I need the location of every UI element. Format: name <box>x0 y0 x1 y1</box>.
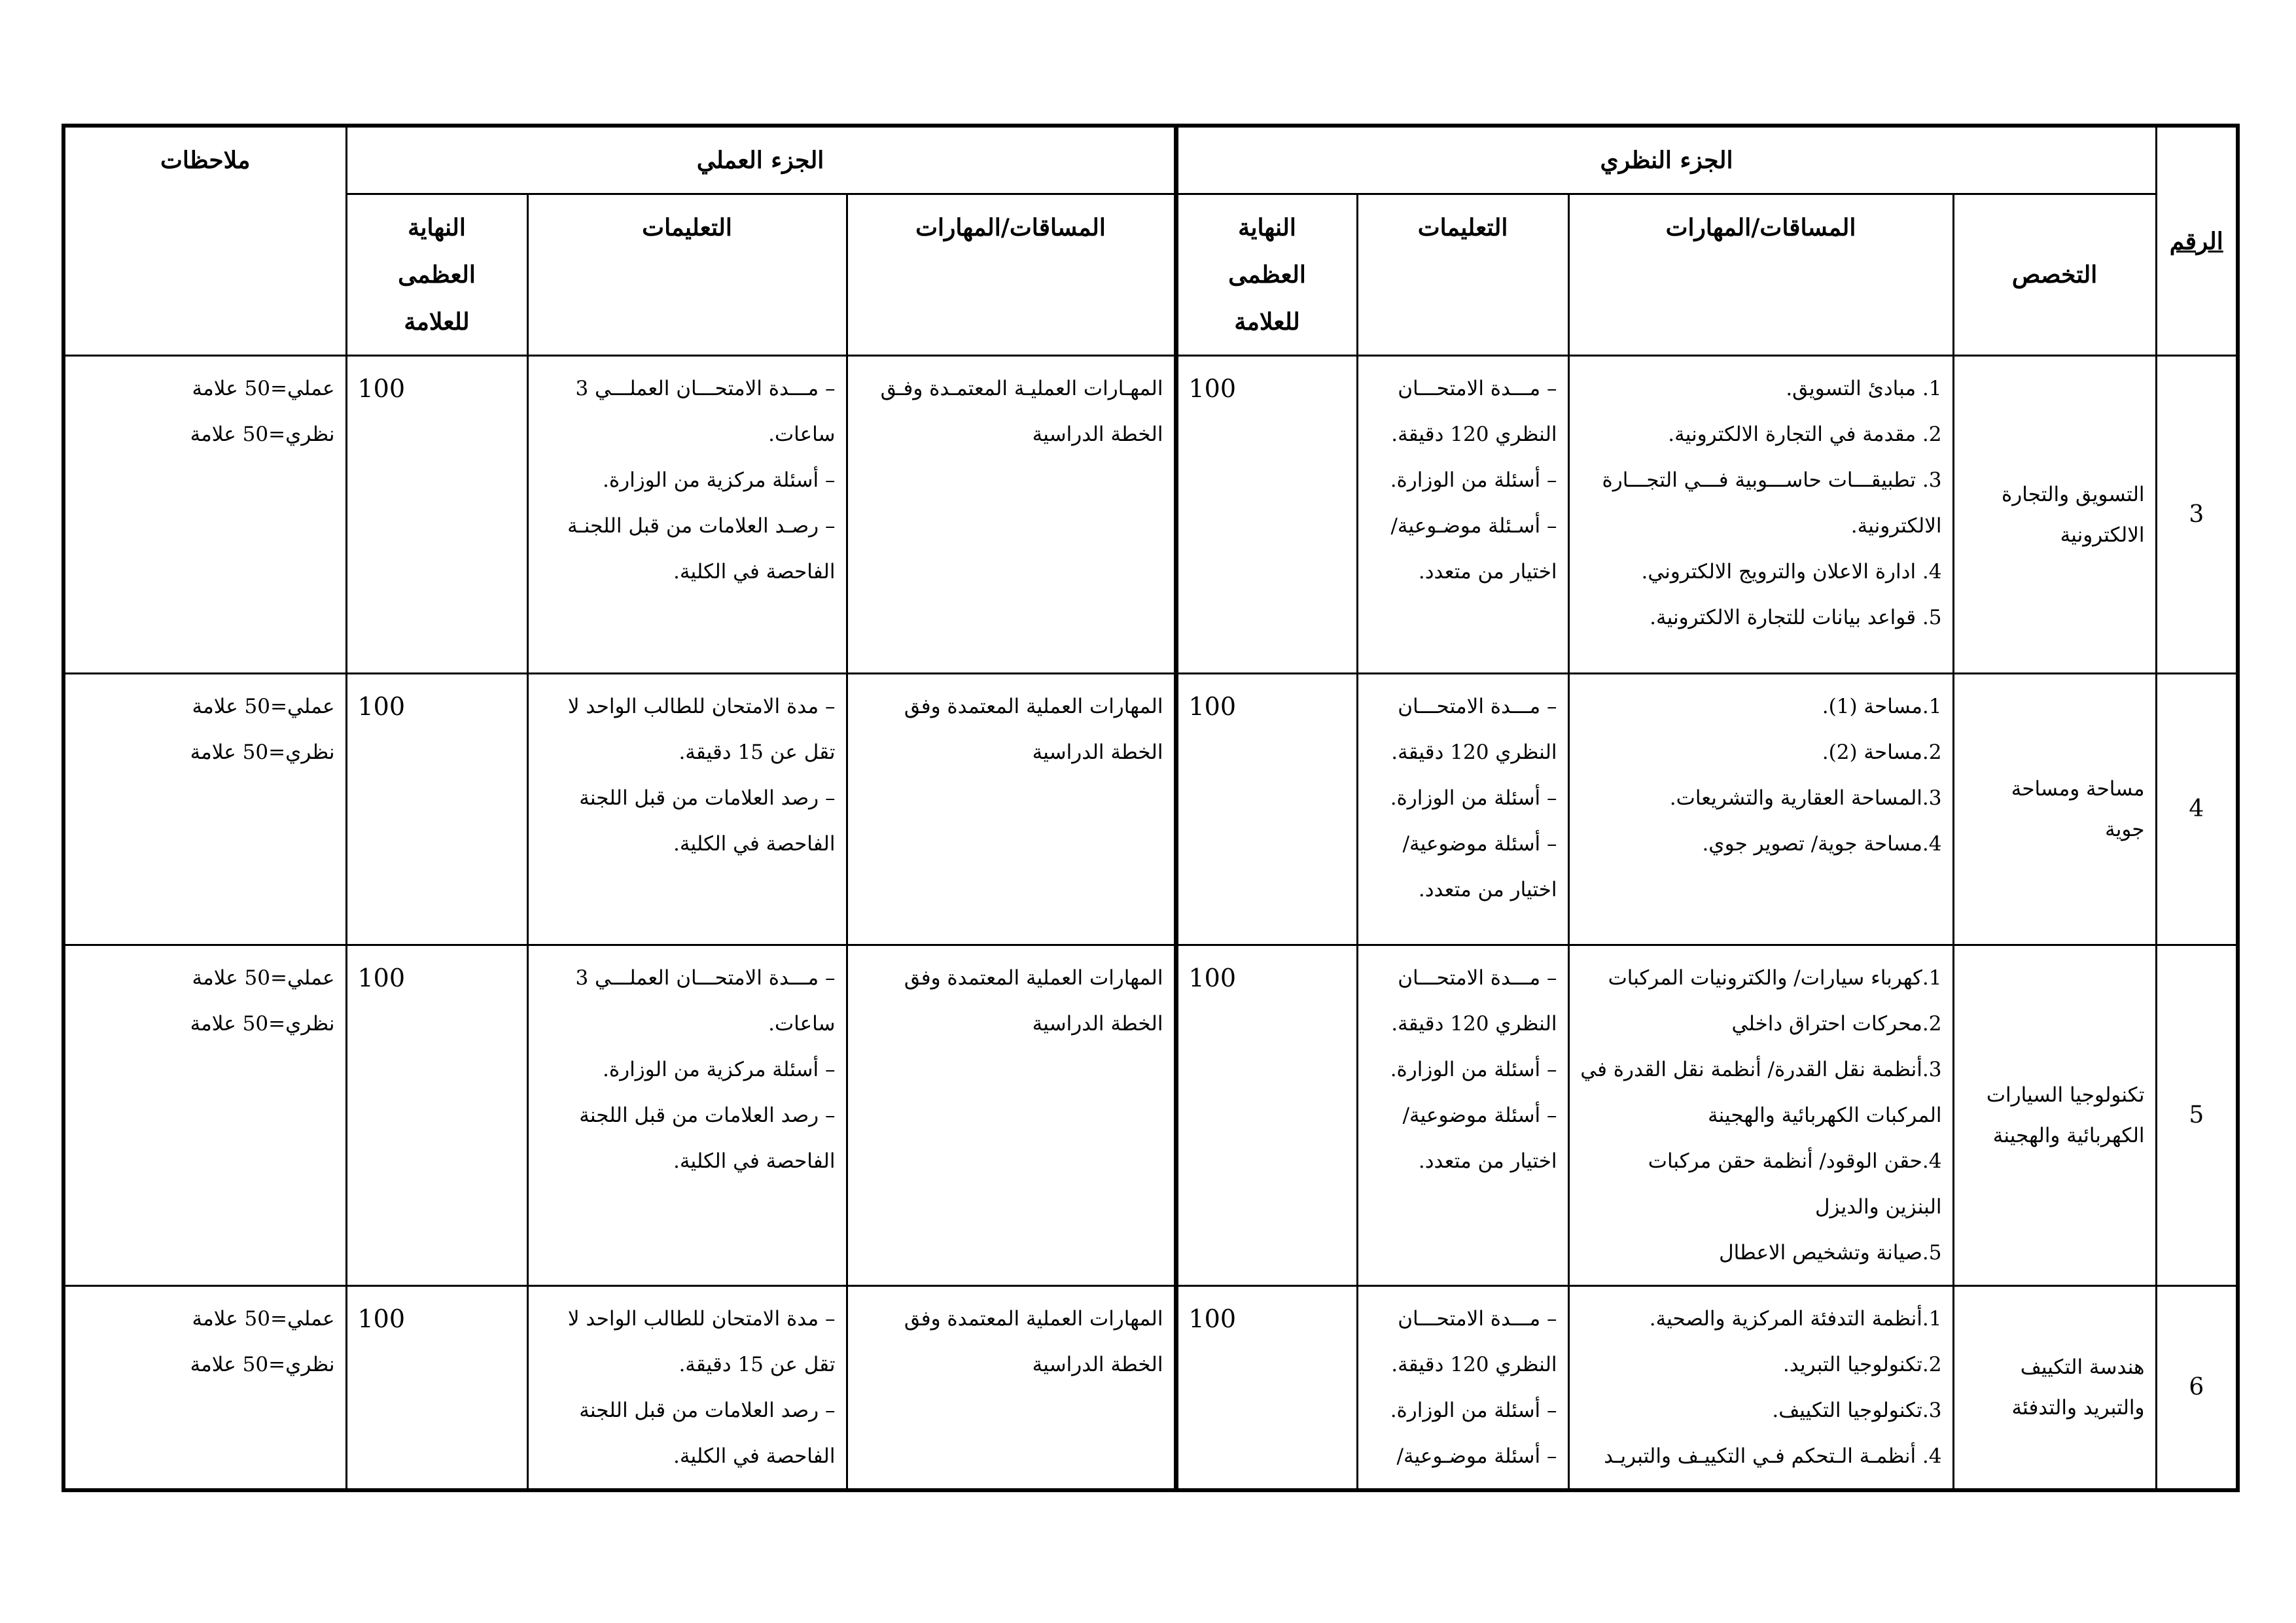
practical-courses-cell-line: الخطة الدراسية <box>1032 1012 1163 1036</box>
theory-instructions-cell-line: النظري 120 دقيقة. <box>1391 1012 1557 1036</box>
table-row <box>63 356 2238 674</box>
header-theory-courses: المساقات/المهارات <box>1568 194 1953 356</box>
practical-instructions-cell-line: الفاحصة في الكلية. <box>673 1149 836 1173</box>
notes-cell-line: نظري=50 علامة <box>190 423 335 446</box>
theory-instructions-cell-line: – أسئلة من الوزارة. <box>1390 1058 1557 1081</box>
theory-courses-cell-line: 3.المساحة العقارية والتشريعات. <box>1669 786 1942 810</box>
exam-plan-table <box>62 124 2240 1492</box>
practical-instructions-cell-line: ساعات. <box>768 423 836 446</box>
header-practical-part: الجزء العملي <box>346 126 1176 194</box>
notes-cell <box>63 356 346 674</box>
theory-instructions-cell-line: – مـــدة الامتحـــان <box>1398 966 1557 990</box>
practical-courses-cell <box>847 1286 1176 1491</box>
specialty-cell-line: تكنولوجيا السيارات <box>1986 1083 2145 1107</box>
theory-courses-cell-line: 1.مساحة (1). <box>1822 695 1942 718</box>
header-specialty: التخصص <box>1953 194 2156 356</box>
practical-instructions-cell-line: – أسئلة مركزية من الوزارة. <box>603 468 836 492</box>
theory-instructions-cell-line: – أسئلة من الوزارة. <box>1390 468 1557 492</box>
theory-max-score: 100 <box>1176 356 1357 674</box>
theory-instructions-cell <box>1357 945 1568 1286</box>
theory-instructions-cell-line: – مـــدة الامتحـــان <box>1398 695 1557 718</box>
theory-courses-cell <box>1568 356 1953 674</box>
specialty-cell-line: هندسة التكييف <box>2020 1355 2145 1379</box>
theory-instructions-cell-line: اختيار من متعدد. <box>1418 878 1557 901</box>
practical-instructions-cell-line: الفاحصة في الكلية. <box>673 832 836 856</box>
practical-courses-cell-line: الخطة الدراسية <box>1032 1353 1163 1376</box>
specialty-cell <box>1953 674 2156 945</box>
practical-instructions-cell-line: – مدة الامتحان للطالب الواحد لا <box>567 1307 836 1331</box>
specialty-cell <box>1953 1286 2156 1491</box>
practical-courses-cell-line: المهارات العملية المعتمدة وفق <box>904 1307 1163 1331</box>
theory-courses-cell-line: 4. أنظمـة الـتحكم فـي التكييـف والتبريـد <box>1604 1444 1942 1468</box>
theory-max-score: 100 <box>1176 945 1357 1286</box>
header-practical-courses: المساقات/المهارات <box>847 194 1176 356</box>
practical-instructions-cell-line: تقل عن 15 دقيقة. <box>679 741 836 764</box>
theory-courses-cell-line: الالكترونية. <box>1850 514 1942 538</box>
theory-instructions-cell <box>1357 1286 1568 1491</box>
notes-cell-line: عملي=50 علامة <box>192 966 335 990</box>
practical-max-score: 100 <box>346 356 527 674</box>
practical-instructions-cell-line: – أسئلة مركزية من الوزارة. <box>603 1058 836 1081</box>
theory-courses-cell <box>1568 1286 1953 1491</box>
practical-instructions-cell-line: ساعات. <box>768 1012 836 1036</box>
theory-instructions-cell-line: – أسئلة من الوزارة. <box>1390 1399 1557 1422</box>
practical-courses-cell-line: المهـارات العمليـة المعتمـدة وفـق <box>880 377 1163 400</box>
specialty-cell <box>1953 356 2156 674</box>
theory-courses-cell-line: 4.حقن الوقود/ أنظمة حقن مركبات <box>1648 1149 1942 1173</box>
practical-max-score: 100 <box>346 1286 527 1491</box>
theory-instructions-cell-line: اختيار من متعدد. <box>1418 560 1557 584</box>
specialty-cell-line: والتبريد والتدفئة <box>2011 1396 2145 1420</box>
theory-instructions-cell-line: – أسئلة موضـوعية/ <box>1396 1444 1557 1468</box>
theory-courses-cell-line: 2.محركات احتراق داخلي <box>1731 1012 1942 1036</box>
specialty-cell-line: مساحة ومساحة <box>2011 777 2145 801</box>
specialty-cell-line: جوية <box>2105 818 2145 841</box>
theory-courses-cell-line: 2.تكنولوجيا التبريد. <box>1782 1353 1942 1376</box>
theory-courses-cell-line: البنزين والديزل <box>1815 1195 1942 1219</box>
theory-instructions-cell-line: – مـــدة الامتحـــان <box>1398 1307 1557 1331</box>
row-number: 6 <box>2156 1286 2238 1491</box>
notes-cell-line: عملي=50 علامة <box>192 377 335 400</box>
theory-instructions-cell-line: – أسـئلة موضـوعية/ <box>1390 514 1557 538</box>
practical-courses-cell-line: المهارات العملية المعتمدة وفق <box>904 966 1163 990</box>
theory-max-score: 100 <box>1176 674 1357 945</box>
notes-cell <box>63 674 346 945</box>
notes-cell-line: نظري=50 علامة <box>190 1353 335 1376</box>
header-notes: ملاحظات <box>63 126 346 356</box>
theory-instructions-cell-line: النظري 120 دقيقة. <box>1391 1353 1557 1376</box>
practical-instructions-cell-line: تقل عن 15 دقيقة. <box>679 1353 836 1376</box>
header-theory-part: الجزء النظري <box>1176 126 2156 194</box>
notes-cell-line: نظري=50 علامة <box>190 741 335 764</box>
table-row <box>63 674 2238 945</box>
theory-instructions-cell-line: – أسئلة موضوعية/ <box>1402 1104 1557 1127</box>
practical-instructions-cell-line: – رصد العلامات من قبل اللجنة <box>579 786 836 810</box>
notes-cell-line: عملي=50 علامة <box>192 695 335 718</box>
practical-courses-cell <box>847 945 1176 1286</box>
notes-cell <box>63 1286 346 1491</box>
practical-instructions-cell-line: – رصـد العلامات من قبل اللجنـة <box>567 514 836 538</box>
specialty-cell <box>1953 945 2156 1286</box>
theory-courses-cell-line: 1. مبادئ التسويق. <box>1786 377 1942 400</box>
practical-courses-cell <box>847 356 1176 674</box>
row-number: 5 <box>2156 945 2238 1286</box>
practical-instructions-cell-line: – مـــدة الامتحـــان العملـــي 3 <box>575 966 836 990</box>
header-theory-instructions: التعليمات <box>1357 194 1568 356</box>
theory-instructions-cell-line: – أسئلة من الوزارة. <box>1390 786 1557 810</box>
table-row <box>63 1286 2238 1491</box>
theory-courses-cell-line: 4.مساحة جوية/ تصوير جوي. <box>1702 832 1942 856</box>
practical-courses-cell <box>847 674 1176 945</box>
theory-courses-cell-line: 1.أنظمة التدفئة المركزية والصحية. <box>1649 1307 1942 1331</box>
notes-cell-line: نظري=50 علامة <box>190 1012 335 1036</box>
practical-max-score: 100 <box>346 674 527 945</box>
practical-instructions-cell-line: – رصد العلامات من قبل اللجنة <box>579 1399 836 1422</box>
header-practical-max-score: النهاية العظمى للعلامة <box>346 194 527 356</box>
practical-instructions-cell-line: الفاحصة في الكلية. <box>673 1444 836 1468</box>
practical-instructions-cell <box>527 1286 847 1491</box>
specialty-cell-line: التسويق والتجارة <box>2002 482 2145 506</box>
practical-courses-cell-line: المهارات العملية المعتمدة وفق <box>904 695 1163 718</box>
theory-courses-cell-line: 3. تطبيقـــات حاســـوبية فـــي التجـــارة <box>1602 468 1942 492</box>
notes-cell <box>63 945 346 1286</box>
notes-cell-line: عملي=50 علامة <box>192 1307 335 1331</box>
specialty-cell-line: الالكترونية <box>2060 523 2145 547</box>
practical-instructions-cell-line: – رصد العلامات من قبل اللجنة <box>579 1104 836 1127</box>
theory-courses-cell <box>1568 674 1953 945</box>
theory-courses-cell-line: 3.أنظمة نقل القدرة/ أنظمة نقل القدرة في <box>1580 1058 1942 1081</box>
theory-courses-cell-line: 5.صيانة وتشخيص الاعطال <box>1719 1241 1942 1265</box>
theory-instructions-cell-line: النظري 120 دقيقة. <box>1391 423 1557 446</box>
theory-instructions-cell-line: النظري 120 دقيقة. <box>1391 741 1557 764</box>
practical-max-score: 100 <box>346 945 527 1286</box>
practical-instructions-cell <box>527 356 847 674</box>
theory-max-score: 100 <box>1176 1286 1357 1491</box>
practical-courses-cell-line: الخطة الدراسية <box>1032 423 1163 446</box>
theory-instructions-cell-line: – أسئلة موضوعية/ <box>1402 832 1557 856</box>
practical-instructions-cell <box>527 674 847 945</box>
theory-courses-cell <box>1568 945 1953 1286</box>
header-number: الرقم <box>2156 126 2238 356</box>
theory-courses-cell-line: 2. مقدمة في التجارة الالكترونية. <box>1668 423 1942 446</box>
theory-courses-cell-line: 3.تكنولوجيا التكييف. <box>1772 1399 1942 1422</box>
practical-instructions-cell-line: – مـــدة الامتحـــان العملـــي 3 <box>575 377 836 400</box>
theory-instructions-cell-line: – مـــدة الامتحـــان <box>1398 377 1557 400</box>
header-practical-instructions: التعليمات <box>527 194 847 356</box>
header-theory-max-score: النهاية العظمى للعلامة <box>1176 194 1357 356</box>
theory-courses-cell-line: 4. ادارة الاعلان والترويج الالكتروني. <box>1641 560 1942 584</box>
row-number: 4 <box>2156 674 2238 945</box>
theory-instructions-cell <box>1357 674 1568 945</box>
practical-instructions-cell-line: الفاحصة في الكلية. <box>673 560 836 584</box>
theory-instructions-cell <box>1357 356 1568 674</box>
row-number: 3 <box>2156 356 2238 674</box>
theory-courses-cell-line: 1.كهرباء سيارات/ والكترونيات المركبات <box>1608 966 1942 990</box>
theory-courses-cell-line: 5. قواعد بيانات للتجارة الالكترونية. <box>1650 606 1942 629</box>
theory-courses-cell-line: المركبات الكهربائية والهجينة <box>1708 1104 1942 1127</box>
practical-courses-cell-line: الخطة الدراسية <box>1032 741 1163 764</box>
practical-instructions-cell-line: – مدة الامتحان للطالب الواحد لا <box>567 695 836 718</box>
specialty-cell-line: الكهربائية والهجينة <box>1992 1124 2145 1147</box>
theory-courses-cell-line: 2.مساحة (2). <box>1822 741 1942 764</box>
practical-instructions-cell <box>527 945 847 1286</box>
theory-instructions-cell-line: اختيار من متعدد. <box>1418 1149 1557 1173</box>
table-row <box>63 945 2238 1286</box>
